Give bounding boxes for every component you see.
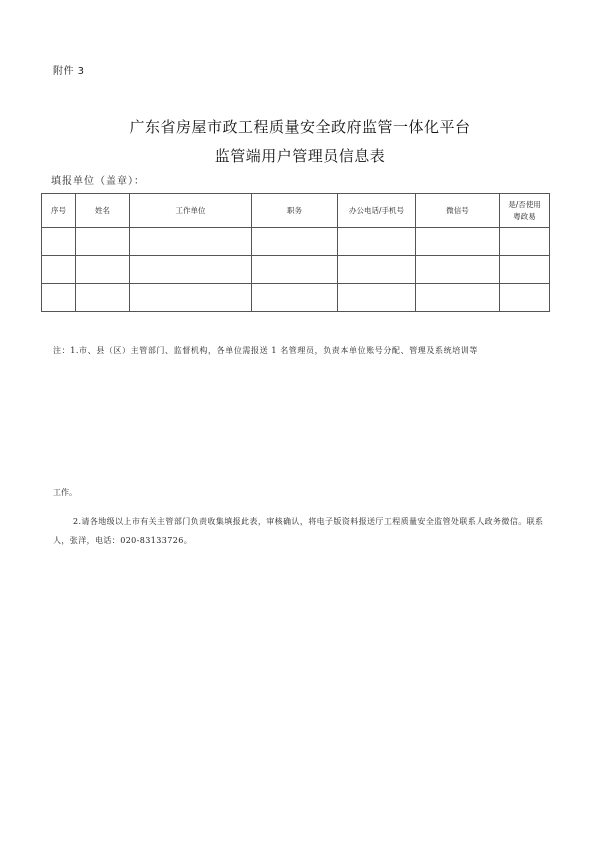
note-2: 2.请各地级以上市有关主管部门负责收集填报此表，审核确认，将电子版资料报送厅工程质量安全监管处联系人政务微信。联系人，张洋，电话：020-83133726。	[53, 517, 544, 545]
table-cell	[76, 228, 130, 256]
table-cell	[252, 256, 338, 284]
header-wechat: 微信号	[416, 194, 500, 228]
header-name: 姓名	[76, 194, 130, 228]
document-title-line2: 监管端用户管理员信息表	[214, 147, 386, 165]
table-cell	[500, 228, 550, 256]
table-cell	[130, 228, 252, 256]
table-cell	[130, 284, 252, 312]
table-header-row	[42, 194, 550, 228]
document-title-line1: 广东省房屋市政工程质量安全政府监管一体化平台	[129, 118, 471, 136]
header-work-unit: 工作单位	[130, 194, 252, 228]
table-cell	[416, 284, 500, 312]
table-cell	[338, 228, 416, 256]
table-cell	[338, 284, 416, 312]
fill-unit-label: 填报单位（盖章）：	[51, 176, 145, 187]
table-cell	[252, 228, 338, 256]
table-row	[42, 228, 550, 256]
table-cell	[76, 284, 130, 312]
header-position: 职务	[252, 194, 338, 228]
table-cell	[42, 284, 76, 312]
attachment-label: 附件 3	[53, 66, 85, 77]
header-index: 序号	[42, 194, 76, 228]
table-cell	[42, 228, 76, 256]
table-cell	[42, 256, 76, 284]
table-cell	[338, 256, 416, 284]
note-1-continued: 工作。	[53, 488, 77, 497]
table-cell	[416, 256, 500, 284]
table-row	[42, 284, 550, 312]
note-1: 注：1.市、县（区）主管部门、监督机构，各单位需报送 1 名管理员，负责本单位账号分配、管理及系统培训等	[53, 346, 479, 355]
table-cell	[416, 228, 500, 256]
admin-info-table	[41, 193, 550, 312]
table-cell	[252, 284, 338, 312]
table-cell	[500, 284, 550, 312]
table-cell	[76, 256, 130, 284]
header-yuezhengyi: 是/否使用 粤政易	[500, 194, 550, 228]
table-cell	[500, 256, 550, 284]
table-cell	[130, 256, 252, 284]
header-phone: 办公电话/手机号	[338, 194, 416, 228]
table-row	[42, 256, 550, 284]
